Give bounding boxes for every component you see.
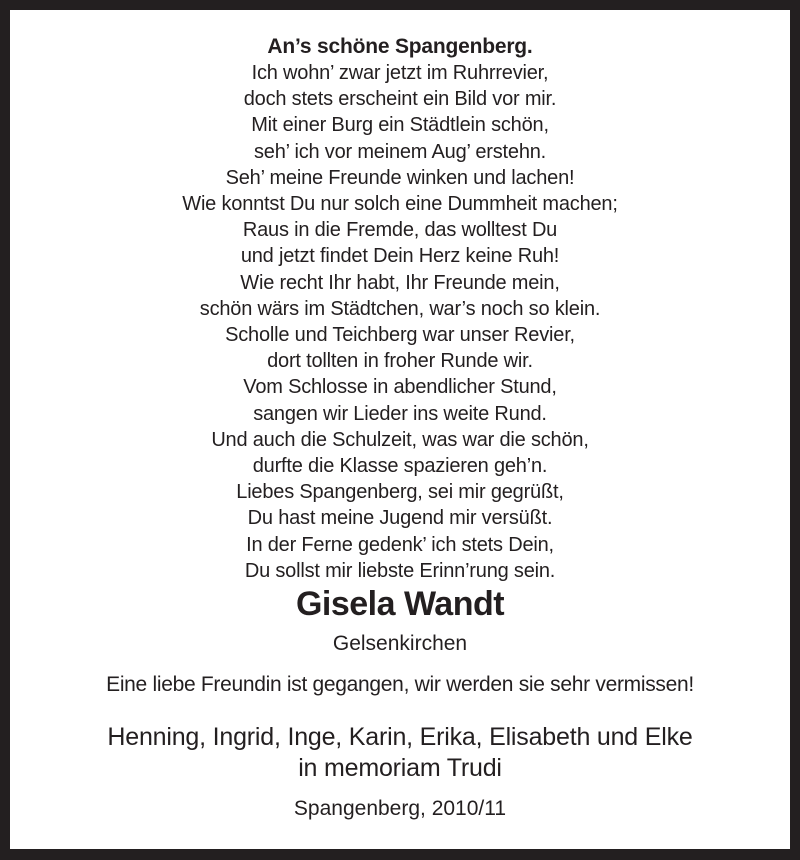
poem-title: An’s schöne Spangenberg. [267,35,533,58]
obituary-notice [10,10,790,849]
poem [10,34,790,584]
poem-line: schön wärs im Städtchen, war’s noch so klein. [199,297,601,320]
poem-line: sangen wir Lieder ins weite Rund. [253,402,547,425]
poem-line: seh’ ich vor meinem Aug’ erstehn. [253,140,547,163]
poem-line: dort tollten in froher Runde wir. [267,350,533,373]
poem-line: Wie recht Ihr habt, Ihr Freunde mein, [240,271,560,294]
signers [10,722,790,784]
poem-line: Mit einer Burg ein Städtlein schön, [251,114,549,137]
poem-line: doch stets erscheint ein Bild vor mir. [243,88,557,111]
poem-line: durfte die Klasse spazieren geh’n. [252,455,548,478]
deceased-name: Gisela Wandt [295,585,505,623]
signers-memoriam: in memoriam Trudi [298,754,502,782]
place-date: Spangenberg, 2010/11 [293,797,507,820]
poem-line: Liebes Spangenberg, sei mir gegrüßt, [236,481,564,504]
poem-line: Vom Schlosse in abendlicher Stund, [243,376,557,399]
deceased-city: Gelsenkirchen [332,632,468,655]
poem-line: Du sollst mir liebste Erinn’rung sein. [244,559,556,582]
poem-line: Du hast meine Jugend mir versüßt. [247,507,553,530]
poem-line: Seh’ meine Freunde winken und lachen! [225,166,575,189]
farewell-message: Eine liebe Freundin ist gegangen, wir werden sie sehr vermissen! [106,673,694,696]
poem-line: und jetzt findet Dein Herz keine Ruh! [240,245,560,268]
poem-line: In der Ferne gedenk’ ich stets Dein, [246,533,554,556]
poem-line: Ich wohn’ zwar jetzt im Ruhrrevier, [251,62,549,84]
signers-names: Henning, Ingrid, Inge, Karin, Erika, Elisabeth und Elke [107,723,693,751]
poem-line: Scholle und Teichberg war unser Revier, [225,324,575,347]
poem-line: Raus in die Fremde, das wolltest Du [242,219,558,242]
poem-line: Und auch die Schulzeit, was war die schön, [211,428,589,451]
poem-line: Wie konntst Du nur solch eine Dummheit machen; [182,193,618,216]
